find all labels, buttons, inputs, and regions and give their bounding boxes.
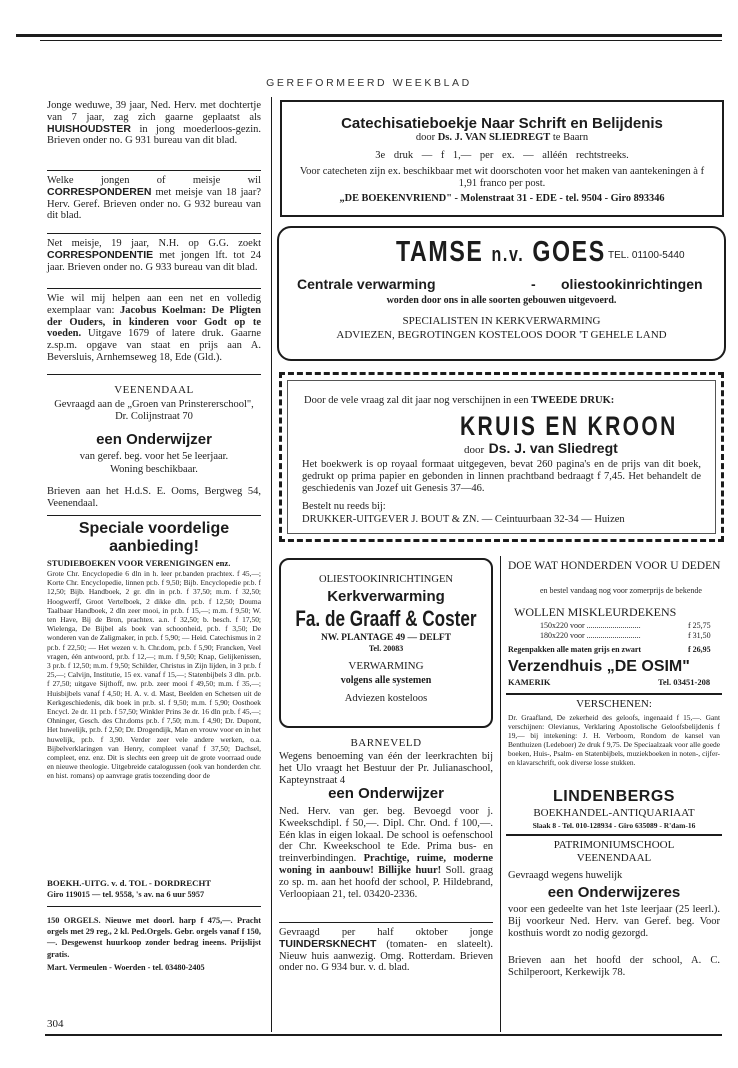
divider <box>47 233 261 234</box>
tamse-dash: - <box>531 276 536 292</box>
ad-koelman: Wie wil mij helpen aan een net en volledig exemplaar van: Jacobus Koelman: De Pligten der Ouders, in kinderen voor Godt op te voeden. Uitgave 1679 of latere druk. Gaarne z.sp.m. opgave van staat en prijs aan A. Beversluis, Arnhemseweg 18, Ede (Gld.). <box>47 293 262 363</box>
tamse-tel: TEL. 01100-5440 <box>608 250 685 261</box>
osim-row1-label: 150x220 voor ........................... <box>540 621 641 630</box>
sub-column-divider <box>500 556 501 1032</box>
top-rule-thin <box>40 40 722 41</box>
divider <box>47 515 261 516</box>
graaff-box <box>279 558 493 728</box>
top-rule <box>16 34 722 37</box>
graaff-l2: Kerkverwarming <box>327 588 445 605</box>
graaff-l3: Fa. de Graaff & Coster <box>295 606 477 631</box>
veenendaal-line4: Brieven aan het H.d.S. E. Ooms, Bergweg 54, Veenendaal. <box>47 486 261 509</box>
page-header-title: GEREFORMEERD WEEKBLAD <box>266 77 472 89</box>
osim-shop: Verzendhuis „DE OSIM" <box>508 658 690 675</box>
graaff-l7: volgens alle systemen <box>340 675 432 686</box>
barneveld-place: BARNEVELD <box>350 737 422 749</box>
kruis-intro: Door de vele vraag zal dit jaar nog verschijnen in een TWEEDE DRUK: <box>304 395 615 406</box>
graaff-l6: VERWARMING <box>348 660 424 672</box>
patri-tail: Brieven aan het hoofd der school, A. C. Schilperoort, Kerkewijk 78. <box>508 955 720 978</box>
tamse-line3: SPECIALISTEN IN KERKVERWARMING <box>402 315 601 327</box>
catechisatie-price: 3e druk — f 1,— per ex. — alléén rechtstreeks. <box>375 150 629 161</box>
osim-row3-price: f 26,95 <box>688 645 711 654</box>
osim-title: WOLLEN MISKLEURDEKENS <box>514 605 677 619</box>
orgels-body: 150 ORGELS. Nieuwe met doorl. harp f 475,—. Pracht orgels met 29 reg., 2 kl. Ped.Orgels. Gebr. orgels vanaf f 150,—. Desgewenst huurkoop zonder bedrag ineens. Prijslijst gratis. <box>47 916 261 959</box>
graaff-l4: NW. PLANTAGE 49 — DELFT <box>320 633 452 643</box>
graaff-l5: Tel. 20083 <box>368 644 404 653</box>
catechisatie-box <box>280 100 724 217</box>
lindenberg-sub: BOEKHANDEL-ANTIQUARIAAT <box>533 807 695 819</box>
kruis-title: KRUIS EN KROON <box>460 411 678 441</box>
ad-huishoudster: Jonge weduwe, 39 jaar, Ned. Herv. met dochtertje van 7 jaar, zag zich gaarne geplaatst als HUISHOUDSTER in jong moederloos-gezin. Brieven onder no. G 931 bureau van dit blad. <box>47 100 261 147</box>
speciale-body: Grote Chr. Encyclopedie 6 dln in h. leer pr.banden prachtex. f 45,—; Korte Chr. Encyclopedie, linnen pr.b. f 9,50; Bijb. Encyclopedie pr.b. f 12,50; Bijb. Handboek, 2 gr. dln in pr.b. f 37,50; m.m. f 32,50; Hoogwerff, Groot Vertelboek, 2 dikke dln. pr.b. f 12,50; Douma Taalbaar Handboek, 2 dln zeer mooi, in pr.b. f 15,—; m.m. f 9,50; W. ten Have, Bij de Bron, prachtex. a.n. f 32,50; b. besch. f 17,50; Wielenga, De Bijbel als boek van schoonheid, pr.b. f 3,50; De wonderen van de Zaligmaker, in pr.b. f 5,90; — Heid. Catechismus in 2 pr.b. f 22,50; — Het wezen v. h. Chr.dom, pr.b. f 5,90; Francken, Veel vragen, één antwoord, pr.b. f 12,—; m.m. f 9,50; Knap, Gelijkenissen, 3 pr.b. f 12,50; m.m. f 9,50; Schilder, Christus in Zijn lijden, in 3 pr.b. f 25,—; Calvijn, Institutie, 15 ex. vanaf f 15,—; Statenbijbels 3 dln. pr.b. f 27,50; uitgave Sijthoff, nw. pr.b. zeer mooi f 49,50; m.m. f 35,—; Huisbijbels vanaf f 4,50; H. A. v. d. Mast, Beelden en Schetsen uit de Kerkgeschiedenis, dik boek in pr.b. sl. f 9,50; m.m. f 5,90; Oosthoek Encycl. 2e dr. 11 pr.b. f 57,50; Winkler Prins 3e dr. 16 dln pr.b. f 45,—; Ohninger, Gesch. des Chr.doms pr.b. f 7,50; m.m. f 4,90; Dr. Dupont, Het huwelijk, pr.b. f 2,50; Dr. Drogendijk, Man en vrouw voor en in het huwelijk, pr.b. f 3,90. Verder zeer vele andere werken, o.a. Bijbelverklaringen van Henry, compleet vanaf f 37,50; Dachsel, compleet, enz. enz. Dit is slechts een greep uit de grote voorraad oude en nieuwe theologie. Uitgebreide catalogussen (ook van honderden chr. en hist. romans) op aanvrage gratis toezending door de <box>47 569 261 781</box>
patri-title2: VEENENDAAL <box>576 852 652 864</box>
osim-city: KAMERIK <box>508 677 551 687</box>
osim-sub: en bestel vandaag nog voor zomerprijs de bekende <box>540 586 702 595</box>
divider <box>279 922 493 923</box>
kruis-box <box>279 372 724 542</box>
lindenberg-addr: Slaak 8 - Tel. 010-128934 - Giro 635089 - R'dam-16 <box>532 821 696 830</box>
barneveld-body: Ned. Herv. van ger. beg. Bevoegd voor j. Kweekschdipl. f 50,—. Dipl. Chr. Ond. f 100,—. Eén klas in eigen lokaal. De school is oefenschool der Chr. Kweekschool te Ede. Prima bus- en treinverbindingen. Prachtige, ruime, moderne woning in aanbouw! Billijke huur! Soll. graag zo sp. m. aan het hoofd der school, P. Hildebrand, Verloopiaan 21, tel. 03420-2336. <box>279 806 493 900</box>
speciale-headline-1: Speciale voordelige <box>78 520 230 537</box>
kruis-publisher: DRUKKER-UITGEVER J. BOUT & ZN. — Ceintuurbaan 32-34 — Huizen <box>302 514 625 525</box>
veenendaal-line3: Woning beschikbaar. <box>110 464 198 475</box>
osim-row2-label: 180x220 voor ........................... <box>540 631 641 640</box>
tamse-line2: worden door ons in alle soorten gebouwen uitgevoerd. <box>386 295 617 306</box>
patri-body: voor een gedeelte van het 1ste leerjaar (25 leerl.). Bij voorkeur Ned. Herv. van Geref. beg. Voor kosthuis wordt zo nodig gezorgd. <box>508 904 720 939</box>
speciale-headline-2: aanbieding! <box>109 538 199 555</box>
lindenberg-head: VERSCHENEN: <box>576 698 652 710</box>
kruis-order: Bestelt nu reeds bij: <box>302 501 386 512</box>
graaff-l1: OLIESTOOKINRICHTINGEN <box>319 574 453 585</box>
divider <box>506 693 722 695</box>
divider <box>506 834 722 836</box>
osim-head: DOE WAT HONDERDEN VOOR U DEDEN <box>508 560 721 572</box>
divider <box>47 374 261 375</box>
veenendaal-line2: van geref. beg. voor het 5e leerjaar. <box>79 451 229 462</box>
veenendaal-line1: Gevraagd aan de „Groen van Prinstererschool", Dr. Colijnstraat 70 <box>54 399 254 422</box>
osim-row3-label: Regenpakken alle maten grijs en zwart <box>508 645 642 654</box>
osim-tel: Tel. 03451-208 <box>658 677 711 687</box>
osim-row1-price: f 25,75 <box>688 621 711 630</box>
ad-corresponderen: Welke jongen of meisje wil CORRESPONDEREN met meisje van 18 jaar? Herv. Geref. Brieven onder no. G 932 bureau van dit blad. <box>47 175 261 222</box>
divider <box>47 170 261 171</box>
ad-correspondentie: Net meisje, 19 jaar, N.H. op G.G. zoekt CORRESPONDENTIE met jongen lft. tot 24 jaar. Brieven onder no. G 933 bureau van dit blad. <box>47 238 262 273</box>
patri-title1: PATRIMONIUMSCHOOL <box>553 839 675 851</box>
patri-line: Gevraagd wegens huwelijk <box>508 870 623 881</box>
lindenberg-body: Dr. Graafland, De zekerheid des geloofs, ingenaaid f 15,—. Gant verschijnen: Olevianus, Verklaring Apostolische Geloofsbelijdenis f 19,— bij intekening: J. H. Verboom, Rondom de kansel van Benthuizen (Ledeboer) 2e druk f 9,75. De Speciaalzaak voor alle goede boeken, Huis-, Psalm- en Statenbijbels, muziekboeken in noten-, cijfer- en klavarschrift, ook diverse losse stukken. <box>508 713 720 768</box>
speciale-subhead: STUDIEBOEKEN VOOR VERENIGINGEN enz. <box>47 558 231 568</box>
veenendaal-place: VEENENDAAL <box>114 384 194 396</box>
barneveld-headline: een Onderwijzer <box>328 785 444 802</box>
tamse-line1a: Centrale verwarming <box>297 276 436 292</box>
speciale-giro: Giro 119015 — tel. 9558, 's av. na 6 uur 5957 <box>47 890 205 899</box>
catechisatie-author: door Ds. J. VAN SLIEDREGT te Baarn <box>415 132 589 143</box>
divider <box>47 906 261 907</box>
page-number: 304 <box>47 1018 64 1030</box>
catechisatie-title: Catechisatieboekje Naar Schrift en Belijdenis <box>341 115 663 132</box>
speciale-firm: BOEKH.-UITG. v. d. TOL - DORDRECHT <box>47 878 212 888</box>
catechisatie-body: Voor catecheten zijn ex. beschikbaar met wit doorschoten voor het maken van aantekeningen à f 1,91 franco per post. <box>299 166 705 189</box>
divider <box>47 288 261 289</box>
orgels-footer: Mart. Vermeulen - Woerden - tel. 03480-2405 <box>47 963 205 972</box>
catechisatie-footer: „DE BOEKENVRIEND" - Molenstraat 31 - EDE - tel. 9504 - Giro 893346 <box>339 193 665 204</box>
lindenberg-name: LINDENBERGS <box>553 788 675 805</box>
column-divider <box>271 97 272 1032</box>
tamse-line4: ADVIEZEN, BEGROTINGEN KOSTELOOS DOOR 'T GEHELE LAND <box>336 329 667 341</box>
tuinder-ad: Gevraagd per half oktober jonge TUINDERSKNECHT (tomaten- en slateelt). Nieuw huis aanwezig. Omg. Rotterdam. Brieven onder no. G 934 bur. v. d. blad. <box>279 927 493 974</box>
graaff-l8: Adviezen kosteloos <box>344 693 428 704</box>
osim-row2-price: f 31,50 <box>688 631 711 640</box>
veenendaal-headline: een Onderwijzer <box>96 431 212 448</box>
tamse-box <box>277 226 726 361</box>
barneveld-text: Wegens benoeming van één der leerkrachten bij het Ulo vraagt het Bestuur der Pr. Julianaschool, Kapteynstraat 4 <box>279 751 493 786</box>
patri-headline: een Onderwijzeres <box>547 884 681 901</box>
tamse-line1b: oliestookinrichtingen <box>561 276 703 292</box>
kruis-author: door Ds. J. van Sliedregt <box>464 440 618 456</box>
kruis-body: Het boekwerk is op royaal formaat uitgegeven, bevat 260 pagina's en de prijs van dit boek, gedrukt op prima papier en gebonden in linnen prachtband bedraagt f 7,45. Het behandelt de geschiedenis van Jozef uit Genesis 37—46. <box>302 459 701 494</box>
bottom-rule <box>45 1034 722 1036</box>
tamse-name: TAMSE n.v. GOES <box>396 236 606 268</box>
